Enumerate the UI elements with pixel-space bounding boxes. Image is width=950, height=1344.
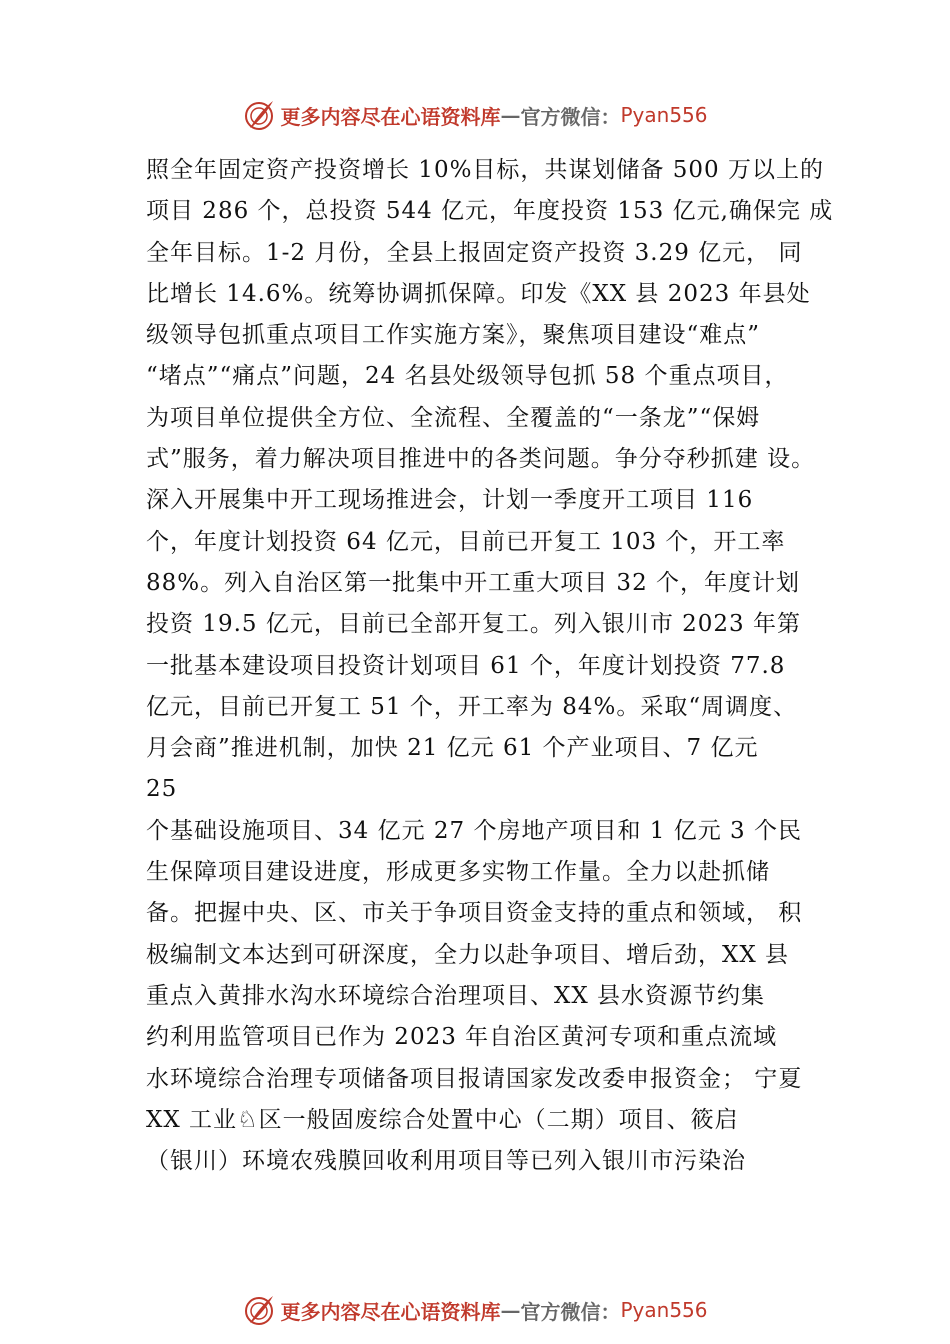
body-line: 约利用监管项目已作为 2023 年自治区黄河专项和重点流域: [146, 1024, 778, 1051]
watermark-dash: —: [500, 103, 521, 127]
body-line: 投资 19.5 亿元，目前已全部开复工。列入银川市 2023 年第: [146, 611, 801, 638]
watermark-lead: 更多内容尽在心语资料库: [280, 104, 501, 129]
watermark-handle: Pyan556: [620, 1298, 708, 1322]
watermark-header: [0, 95, 950, 135]
body-line: 深入开展集中开工现场推进会，计划一季度开工项目 116: [146, 487, 754, 514]
body-line: 水环境综合治理专项储备项目报请国家发改委申报资金； 宁夏: [146, 1065, 803, 1092]
body-line: 生保障项目建设进度，形成更多实物工作量。全力以赴抓储: [146, 859, 770, 886]
body-line: （银川）环境农残膜回收利用项目等已列入银川市污染治: [146, 1148, 746, 1175]
body-line: 88%。列入自治区第一批集中开工重大项目 32 个，年度计划: [146, 569, 801, 596]
body-line: 为项目单位提供全方位、全流程、全覆盖的“一条龙”“保姆: [146, 404, 761, 431]
body-line: 月会商”推进机制，加快 21 亿元 61 个产业项目、7 亿元: [146, 735, 759, 762]
body-line: 极编制文本达到可研深度，全力以赴争项目、增后劲，XX 县: [146, 941, 790, 968]
feather-seal-icon: [242, 1293, 276, 1327]
body-line: 个基础设施项目、34 亿元 27 个房地产项目和 1 亿元 3 个民: [146, 817, 802, 844]
body-line: 重点入黄排水沟水环境综合治理项目、XX 县水资源节约集: [146, 982, 766, 1009]
body-line: 全年目标。1-2 月份，全县上报固定资产投资 3.29 亿元， 同: [146, 239, 803, 266]
body-line: 个，年度计划投资 64 亿元，目前已开复工 103 个，开工率: [146, 528, 786, 555]
watermark-dash: —: [500, 1298, 521, 1322]
watermark-lead: 更多内容尽在心语资料库: [280, 1299, 501, 1324]
body-line: 亿元，目前已开复工 51 个，开工率为 84%。采取“周调度、: [146, 693, 798, 720]
body-line: 照全年固定资产投资增长 10%目标，共谋划储备 500 万以上的: [146, 157, 824, 183]
document-body: [146, 150, 866, 1182]
feather-seal-icon: [242, 98, 276, 132]
body-line: 25: [146, 776, 178, 803]
body-line: 备。把握中央、区、市关于争项目资金支持的重点和领域， 积: [146, 900, 803, 927]
body-line: 级领导包抓重点项目工作实施方案》，聚焦项目建设“难点”: [146, 322, 761, 349]
watermark-footer: [0, 1290, 950, 1330]
body-line: 式”服务，着力解决项目推进中的各类问题。争分夺秒抓建 设。: [146, 446, 816, 473]
watermark-tail: 官方微信：: [520, 104, 621, 129]
body-line: XX 工业♘区一般固废综合处置中心（二期）项目、筱启: [146, 1106, 739, 1133]
body-line: 项目 286 个，总投资 544 亿元，年度投资 153 亿元,确保完 成: [146, 198, 834, 225]
watermark-tail: 官方微信：: [520, 1299, 621, 1324]
watermark-handle: Pyan556: [620, 103, 708, 127]
body-line: 比增长 14.6%。统筹协调抓保障。印发《XX 县 2023 年县处: [146, 280, 811, 307]
body-line: 一批基本建设项目投资计划项目 61 个，年度计划投资 77.8: [146, 652, 786, 679]
body-line: “堵点”“痛点”问题，24 名县处级领导包抓 58 个重点项目，: [146, 363, 789, 390]
